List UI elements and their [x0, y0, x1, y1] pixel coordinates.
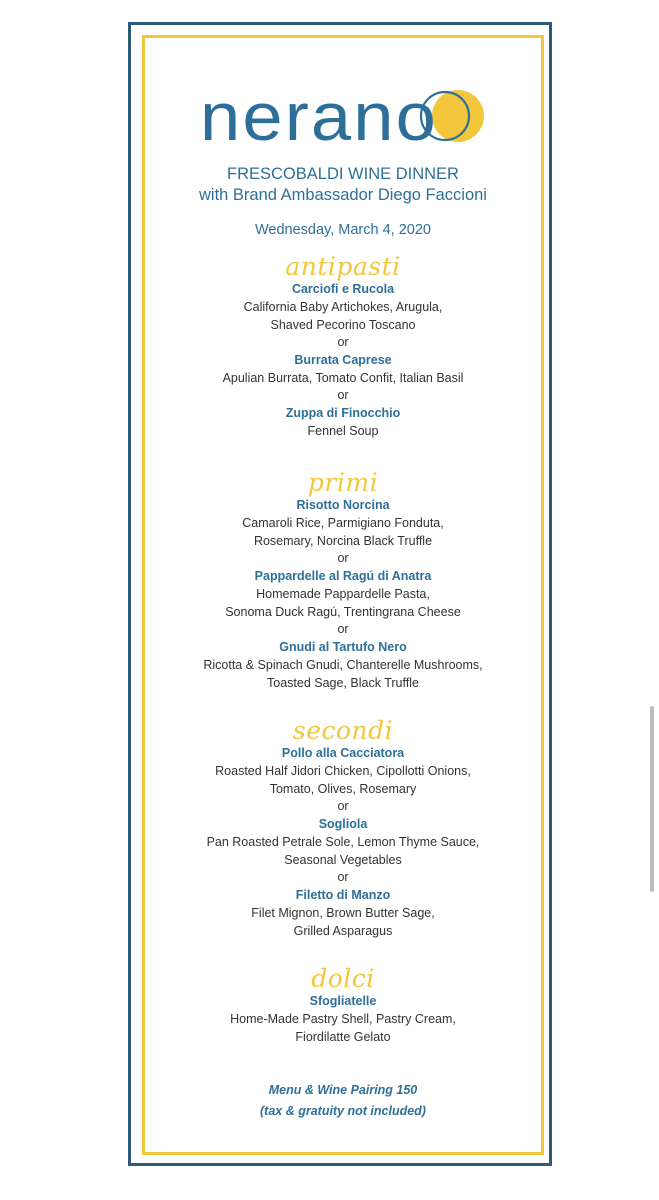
dish-description: Rosemary, Norcina Black Truffle	[253, 534, 433, 548]
logo-text: nerano	[200, 82, 438, 142]
dish-description: Pan Roasted Petrale Sole, Lemon Thyme Sauce,	[206, 835, 480, 849]
dish-description: Toasted Sage, Black Truffle	[267, 676, 419, 690]
dish-description: Shaved Pecorino Toscano	[270, 318, 416, 332]
section-primi	[145, 470, 541, 692]
event-subtitle: with Brand Ambassador Diego Faccioni	[199, 186, 487, 204]
nerano-logo	[200, 82, 490, 142]
dish-name: Carciofi e Rucola	[291, 282, 395, 296]
dish-description: Roasted Half Jidori Chicken, Cipollotti Onions,	[215, 764, 471, 778]
event-title: FRESCOBALDI WINE DINNER	[227, 165, 459, 183]
dish-description: Home-Made Pastry Shell, Pastry Cream,	[230, 1012, 456, 1026]
dish-name: Zuppa di Finocchio	[285, 406, 401, 420]
tax-note: (tax & gratuity not included)	[260, 1104, 426, 1118]
or-separator: or	[337, 388, 349, 402]
section-secondi	[145, 718, 541, 940]
section-antipasti	[145, 254, 541, 440]
event-date: Wednesday, March 4, 2020	[255, 222, 431, 238]
dish-name: Sogliola	[318, 817, 368, 831]
dish-description: Ricotta & Spinach Gnudi, Chanterelle Mushrooms,	[203, 658, 483, 672]
category-heading: secondi	[292, 716, 394, 745]
dish-description: Grilled Asparagus	[293, 924, 393, 938]
dish-description: Seasonal Vegetables	[284, 853, 402, 867]
dish-description: Fiordilatte Gelato	[295, 1030, 391, 1044]
dish-description: Tomato, Olives, Rosemary	[269, 782, 417, 796]
category-heading: primi	[307, 468, 379, 497]
category-heading: antipasti	[285, 252, 401, 281]
menu-card	[145, 38, 541, 1152]
dish-description: Camaroli Rice, Parmigiano Fonduta,	[242, 516, 444, 530]
price-footer	[145, 1080, 541, 1122]
dish-description: Filet Mignon, Brown Butter Sage,	[251, 906, 435, 920]
dish-description: Homemade Pappardelle Pasta,	[256, 587, 430, 601]
dish-name: Sfogliatelle	[309, 994, 377, 1008]
dish-description: California Baby Artichokes, Arugula,	[243, 300, 443, 314]
or-separator: or	[337, 622, 349, 636]
or-separator: or	[337, 551, 349, 565]
or-separator: or	[337, 335, 349, 349]
or-separator: or	[337, 799, 349, 813]
dish-description: Sonoma Duck Ragú, Trentingrana Cheese	[225, 605, 461, 619]
dish-name: Pollo alla Cacciatora	[281, 746, 405, 760]
section-dolci	[145, 966, 541, 1046]
scrollbar-thumb[interactable]	[650, 706, 654, 892]
dish-name: Pappardelle al Ragú di Anatra	[254, 569, 432, 583]
or-separator: or	[337, 870, 349, 884]
category-heading: dolci	[311, 964, 375, 993]
dish-description: Apulian Burrata, Tomato Confit, Italian Basil	[222, 371, 464, 385]
dish-name: Filetto di Manzo	[295, 888, 391, 902]
dish-name: Risotto Norcina	[296, 498, 390, 512]
dish-description: Fennel Soup	[307, 424, 379, 438]
scrollbar-track[interactable]	[651, 0, 657, 1200]
dish-name: Gnudi al Tartufo Nero	[279, 640, 407, 654]
price-line: Menu & Wine Pairing 150	[268, 1083, 418, 1097]
dish-name: Burrata Caprese	[294, 353, 392, 367]
